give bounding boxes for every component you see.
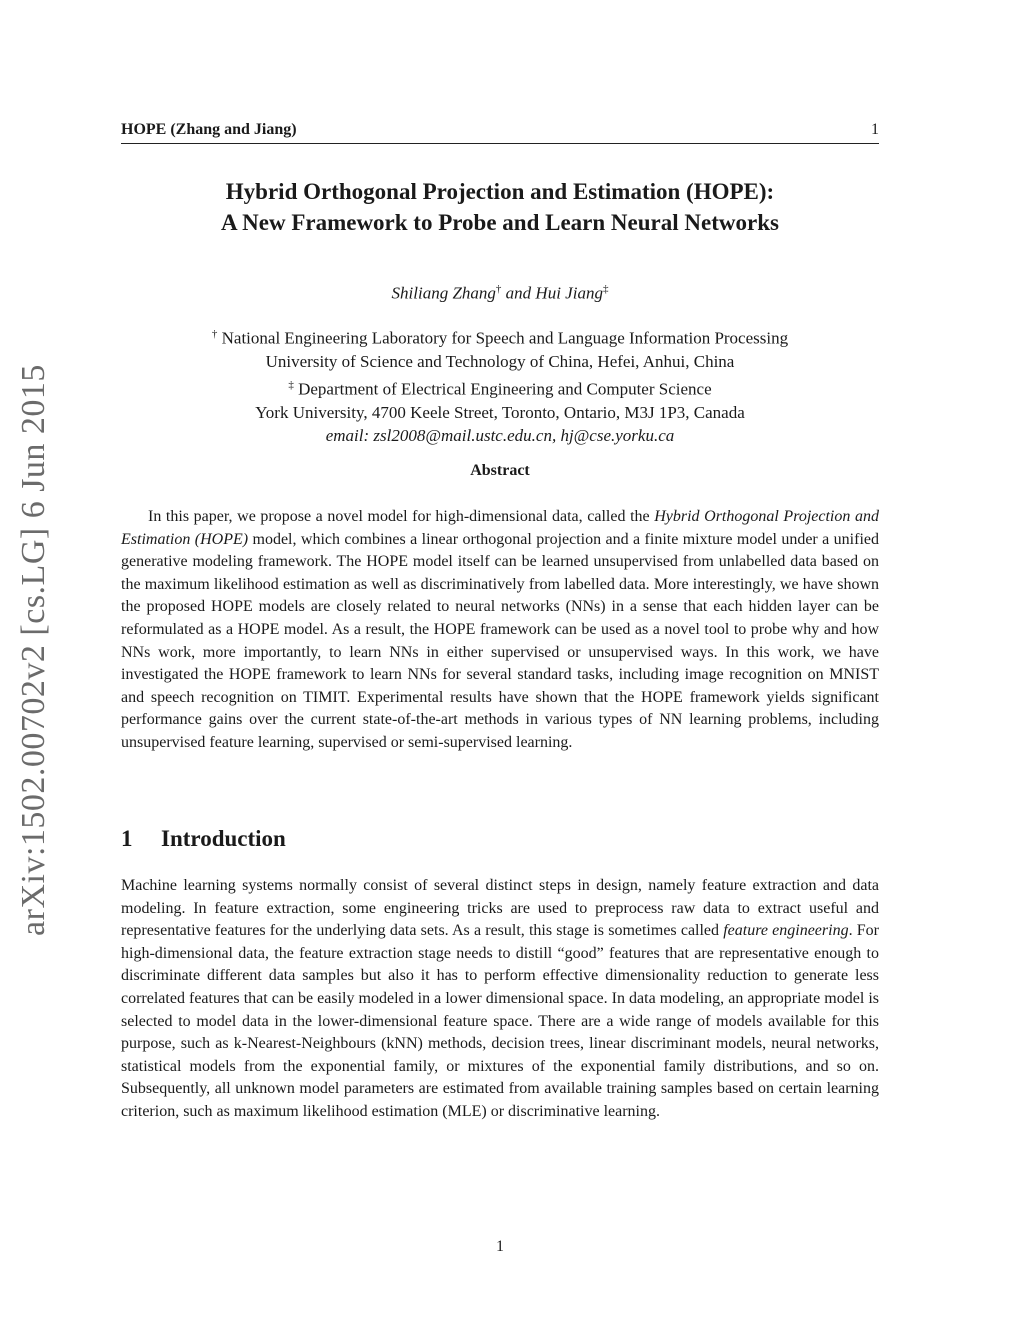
affiliation-line-2: University of Science and Technology of China, Hefei, Anhui, China — [265, 352, 735, 372]
author-list — [121, 283, 879, 304]
title-line-1: Hybrid Orthogonal Projection and Estimation (HOPE): — [225, 179, 775, 204]
affiliation-mark-1: † — [211, 328, 218, 340]
affiliation-mark-2: ‡ — [288, 378, 294, 391]
footer-page-number: 1 — [496, 1238, 504, 1255]
title-line-2: A New Framework to Probe and Learn Neural Networks — [221, 210, 779, 235]
affiliations — [121, 323, 879, 448]
author-2-mark: ‡ — [602, 283, 609, 295]
author-1: Shiliang Zhang — [391, 283, 496, 303]
section-number: 1 — [121, 826, 133, 851]
abstract-text-2: model, which combines a linear orthogonal projection and a finite mixture model under a unified generative modeling framework. The HOPE model itself can be learned unsupervised from unlabelled data based on the maximum likelihood estimation as well as discriminatively from labelled data. More interestingly, we have shown the proposed HOPE models are closely related to neural networks (NNs) in a sense that each hidden layer can be reformulated as a HOPE model. As a result, the HOPE framework can be used as a novel tool to probe why and how NNs work, more importantly, to learn NNs in either supervised or unsupervised ways. In this work, we have investigated the HOPE framework to learn NNs for several standard tasks, including image recognition on MNIST and speech recognition on TIMIT. Experimental results have shown that the HOPE framework yields significant performance gains over the current state-of-the-art methods in various types of NN learning problems, including unsupervised feature learning, supervised or semi-supervised learning. — [121, 530, 880, 751]
author-1-mark: † — [495, 283, 502, 295]
section-title: Introduction — [161, 826, 286, 851]
affiliation-line-3 — [121, 374, 879, 401]
abstract-text-1: In this paper, we propose a novel model for high-dimensional data, called the — [148, 508, 655, 525]
email-line: email: zsl2008@mail.ustc.edu.cn, hj@cse.yorku.ca — [325, 426, 675, 446]
affiliation-line-1 — [121, 323, 879, 350]
intro-text-2: . For high-dimensional data, the feature extraction stage needs to distill “good” features that are representative enough to discriminate different data samples but also it has to perform effective dimensionality reduction to generate less correlated features that can be easily modeled in a lower dimensional space. In data modeling, an appropriate model is selected to model data in the lower-dimensional feature space. There are a wide range of models available for this purpose, such as k-Nearest-Neighbours (kNN) methods, decision trees, linear discriminant models, neural networks, statistical models from the exponential family, or mixtures of the exponential family distributions, and so on. Subsequently, all unknown model parameters are estimated from available training samples based on certain learning criterion, such as maximum likelihood estimation (MLE) or discriminative learning. — [121, 922, 879, 1120]
section-heading — [121, 826, 879, 852]
author-connector: and — [505, 283, 532, 303]
intro-text-1: Machine learning systems normally consist of several distinct steps in design, namely feature extraction and data modeling. In feature extraction, some engineering tricks are used to preprocess raw data to extract useful and representative features for the underlying data sets. As a result, this stage is sometimes called — [121, 877, 879, 940]
abstract-body — [121, 506, 879, 755]
affiliation-3-text: Department of Electrical Engineering and Computer Science — [298, 379, 712, 399]
author-2: Hui Jiang — [535, 283, 603, 303]
abstract-heading: Abstract — [470, 462, 530, 479]
running-title: HOPE (Zhang and Jiang) — [121, 121, 297, 138]
running-header — [121, 121, 879, 144]
arxiv-identifier: arXiv:1502.00702v2 [cs.LG] 6 Jun 2015 — [15, 364, 52, 936]
affiliation-1-text: National Engineering Laboratory for Speech and Language Information Processing — [221, 328, 789, 348]
paper-title — [121, 176, 879, 238]
abstract-emphasis: Hybrid Orthogonal Projection and Estimation (HOPE) — [121, 508, 879, 548]
introduction-paragraph — [121, 875, 879, 1124]
intro-emphasis: feature engineering — [723, 922, 849, 940]
affiliation-line-4: York University, 4700 Keele Street, Toronto, Ontario, M3J 1P3, Canada — [255, 402, 745, 422]
header-page-number: 1 — [871, 121, 879, 138]
